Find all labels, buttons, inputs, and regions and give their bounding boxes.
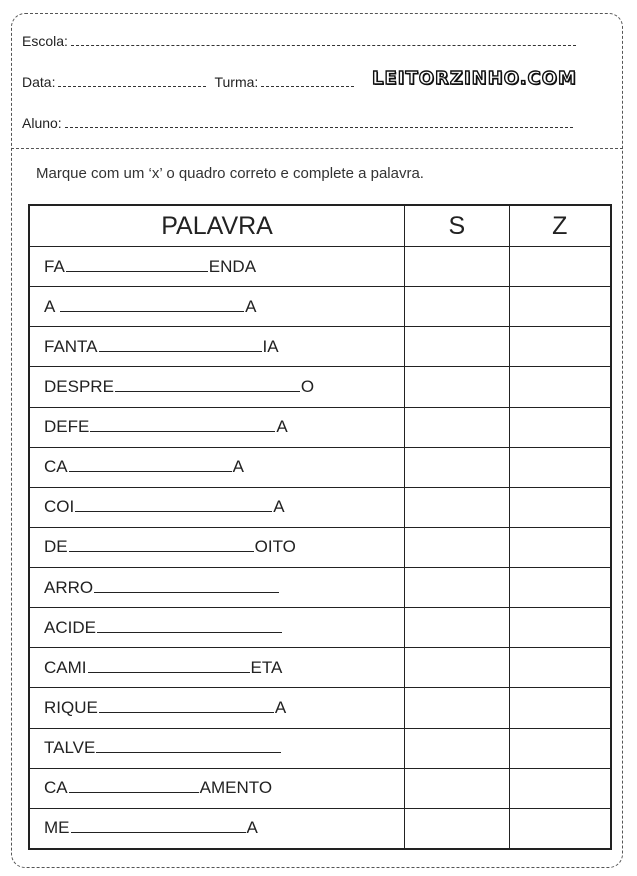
word-blank[interactable] <box>94 591 279 593</box>
word-prefix: COI <box>44 497 75 517</box>
school-line <box>22 33 576 49</box>
word-blank[interactable] <box>69 550 254 552</box>
word-blank[interactable] <box>96 751 281 753</box>
word-prefix: FA <box>44 256 65 276</box>
checkbox-z[interactable] <box>509 527 611 567</box>
table-row <box>29 247 611 287</box>
word-prefix: DE <box>44 537 68 557</box>
word-blank[interactable] <box>99 711 274 713</box>
word-blank[interactable] <box>97 631 282 633</box>
word-suffix: ENDA <box>208 256 257 276</box>
student-line <box>22 115 573 131</box>
word-cell <box>29 287 405 327</box>
word-blank[interactable] <box>75 510 272 512</box>
date-line <box>22 74 354 90</box>
word-prefix: ARRO <box>44 577 94 597</box>
checkbox-s[interactable] <box>405 407 509 447</box>
table-row <box>29 608 611 648</box>
word-cell <box>29 728 405 768</box>
word-blank[interactable] <box>60 310 244 312</box>
checkbox-z[interactable] <box>509 648 611 688</box>
header-s: S <box>405 205 509 247</box>
word-prefix: ME <box>44 818 70 838</box>
table-row <box>29 808 611 849</box>
word-cell <box>29 447 405 487</box>
checkbox-s[interactable] <box>405 527 509 567</box>
word-cell <box>29 568 405 608</box>
word-suffix: A <box>276 417 288 437</box>
word-blank[interactable] <box>99 350 262 352</box>
checkbox-s[interactable] <box>405 367 509 407</box>
word-cell <box>29 407 405 447</box>
word-cell <box>29 648 405 688</box>
word-cell <box>29 608 405 648</box>
table-header-row <box>29 205 611 247</box>
checkbox-s[interactable] <box>405 808 509 849</box>
word-cell <box>29 688 405 728</box>
word-prefix: CA <box>44 457 68 477</box>
checkbox-s[interactable] <box>405 768 509 808</box>
word-blank[interactable] <box>69 470 232 472</box>
checkbox-z[interactable] <box>509 367 611 407</box>
checkbox-s[interactable] <box>405 688 509 728</box>
table-row <box>29 568 611 608</box>
checkbox-s[interactable] <box>405 648 509 688</box>
checkbox-z[interactable] <box>509 728 611 768</box>
word-prefix: FANTA <box>44 336 98 356</box>
checkbox-z[interactable] <box>509 327 611 367</box>
student-field[interactable] <box>65 126 573 128</box>
word-blank[interactable] <box>71 831 246 833</box>
checkbox-s[interactable] <box>405 327 509 367</box>
date-field[interactable] <box>58 85 206 87</box>
class-field[interactable] <box>261 85 354 87</box>
school-field[interactable] <box>71 44 576 46</box>
table-row <box>29 527 611 567</box>
word-blank[interactable] <box>90 430 275 432</box>
word-cell <box>29 327 405 367</box>
word-cell <box>29 527 405 567</box>
word-prefix: ACIDE <box>44 617 96 637</box>
instruction-text: Marque com um ‘x’ o quadro correto e complete a palavra. <box>36 165 424 182</box>
table-row <box>29 728 611 768</box>
checkbox-z[interactable] <box>509 287 611 327</box>
checkbox-z[interactable] <box>509 768 611 808</box>
word-suffix: A <box>274 697 287 717</box>
word-cell <box>29 247 405 287</box>
checkbox-s[interactable] <box>405 568 509 608</box>
word-cell <box>29 367 405 407</box>
checkbox-s[interactable] <box>405 287 509 327</box>
word-suffix: A <box>245 296 257 316</box>
table-row <box>29 768 611 808</box>
table-row <box>29 367 611 407</box>
table-row <box>29 447 611 487</box>
word-table <box>28 204 612 850</box>
word-cell <box>29 808 405 849</box>
date-label: Data: <box>22 74 56 90</box>
table-row <box>29 327 611 367</box>
table-row <box>29 287 611 327</box>
checkbox-z[interactable] <box>509 808 611 849</box>
word-suffix: OITO <box>254 537 296 557</box>
checkbox-z[interactable] <box>509 568 611 608</box>
class-label: Turma: <box>214 74 259 90</box>
word-prefix: CA <box>44 778 68 798</box>
word-cell <box>29 768 405 808</box>
checkbox-s[interactable] <box>405 447 509 487</box>
word-cell <box>29 487 405 527</box>
checkbox-z[interactable] <box>509 487 611 527</box>
checkbox-s[interactable] <box>405 608 509 648</box>
table-row <box>29 487 611 527</box>
checkbox-s[interactable] <box>405 487 509 527</box>
word-blank[interactable] <box>88 671 250 673</box>
word-blank[interactable] <box>115 390 300 392</box>
header-palavra: PALAVRA <box>29 205 405 247</box>
checkbox-z[interactable] <box>509 447 611 487</box>
header-separator <box>11 148 623 149</box>
word-suffix: A <box>246 818 258 838</box>
table-row <box>29 407 611 447</box>
school-label: Escola: <box>22 33 68 49</box>
checkbox-s[interactable] <box>405 728 509 768</box>
student-label: Aluno: <box>22 115 62 131</box>
word-suffix: ETA <box>250 657 283 677</box>
word-prefix: DEFE <box>44 417 90 437</box>
word-suffix: O <box>300 376 315 396</box>
checkbox-z[interactable] <box>509 608 611 648</box>
checkbox-z[interactable] <box>509 688 611 728</box>
word-suffix: IA <box>262 336 279 356</box>
checkbox-z[interactable] <box>509 247 611 287</box>
word-prefix: A <box>44 296 60 316</box>
word-blank[interactable] <box>66 270 208 272</box>
word-blank[interactable] <box>69 791 199 793</box>
word-suffix: AMENTO <box>199 778 273 798</box>
checkbox-s[interactable] <box>405 247 509 287</box>
word-suffix: A <box>232 457 244 477</box>
word-prefix: DESPRE <box>44 376 114 396</box>
table-row <box>29 688 611 728</box>
word-prefix: TALVE <box>44 738 96 758</box>
header-z: Z <box>509 205 611 247</box>
checkbox-z[interactable] <box>509 407 611 447</box>
word-prefix: RIQUE <box>44 697 98 717</box>
table-row <box>29 648 611 688</box>
brand-logo: LEITORZINHO.COM <box>372 68 577 89</box>
word-suffix: A <box>273 497 285 517</box>
word-prefix: CAMI <box>44 657 87 677</box>
